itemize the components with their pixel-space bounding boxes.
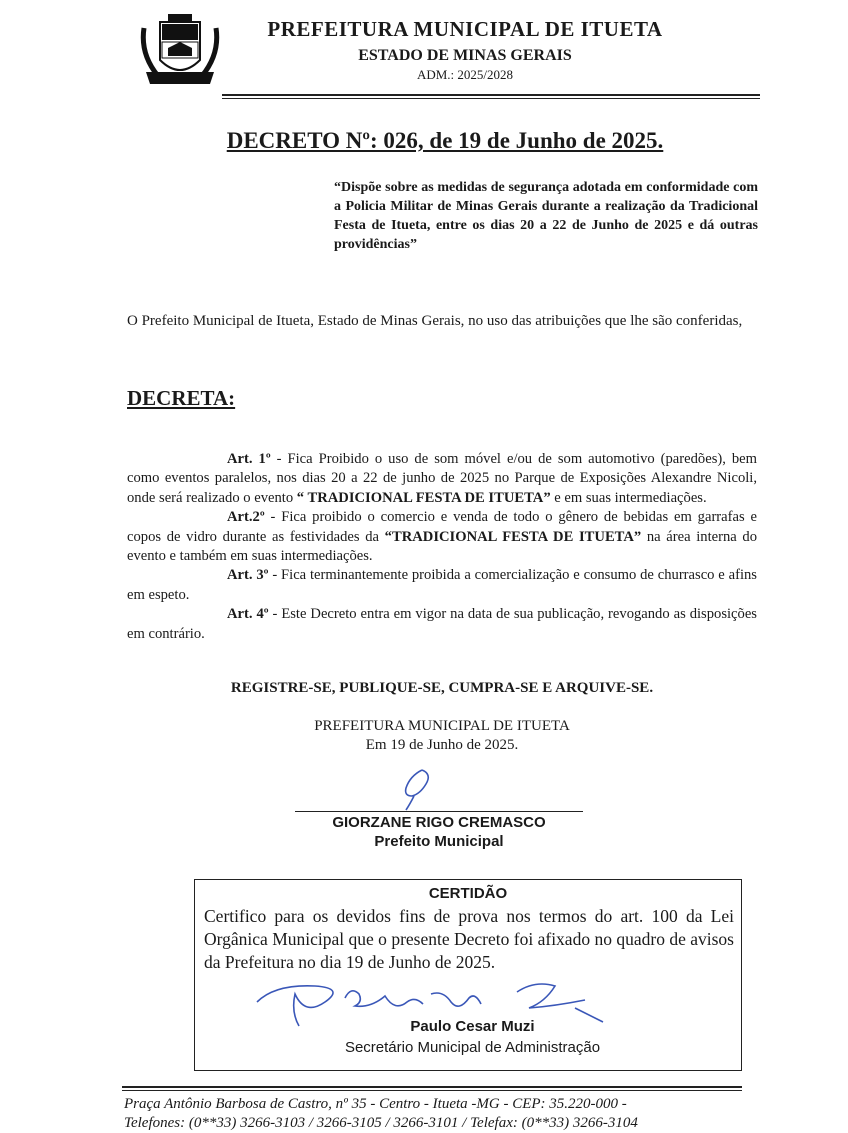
article-2: Art.2º - Fica proibido o comercio e venda de todo o gênero de bebidas em garrafas e copos de vidro durante as festividades da “TRADICIONAL FESTA DE ITUETA” na área interna do evento e também em suas intermediações. [127,509,758,565]
signatory-role: Prefeito Municipal [374,833,504,850]
closing-date: Em 19 de Junho de 2025. [365,737,519,753]
footer-address-line: Praça Antônio Barbosa de Castro, nº 35 - Centro - Itueta -MG - CEP: 35.220-000 - [124,1096,627,1112]
header-divider-thin [222,98,760,99]
article-4: Art. 4º - Este Decreto entra em vigor na data de sua publicação, revogando as disposições em contrário. [127,606,757,642]
articles-section [127,450,757,644]
header-title: PREFEITURA MUNICIPAL DE ITUETA [267,17,663,41]
municipal-crest-logo [138,14,222,88]
decree-preamble: O Prefeito Municipal de Itueta, Estado de Minas Gerais, no uso das atribuições que lhe são conferidas, [127,313,743,329]
signatory-name: GIORZANE RIGO CREMASCO [332,814,546,831]
signature-line [295,811,583,812]
article-3: Art. 3º - Fica terminantemente proibida a comercialização e consumo de churrasco e afins em espeto. [127,567,757,603]
decree-summary: “Dispõe sobre as medidas de segurança adotada em conformidade com a Policia Militar de Minas Gerais durante a realização da Tradicional Festa de Itueta, entre os dias 20 a 22 de Junho de 2025 e dá outras providências” [334,180,758,252]
certificate-text: Certifico para os devidos fins de prova nos termos do art. 100 da Lei Orgânica Municipal que o presente Decreto foi afixado no quadro de avisos da Prefeitura no dia 19 de Junho de 2025. [204,906,734,972]
certificate-signatory-role: Secretário Municipal de Administração [344,1039,601,1056]
article-1: Art. 1º - Fica Proibido o uso de som móvel e/ou de som automotivo (paredões), bem como eventos paralelos, nos dias 20 a 22 de junho de 2025 no Parque de Exposições Alexandre Nicoli, onde será realizado o evento “ TRADICIONAL FESTA DE ITUETA” e em suas intermediações. [127,451,757,506]
footer-divider-thin [122,1090,742,1091]
header-administration: ADM.: 2025/2028 [416,67,514,82]
footer-divider [122,1086,742,1088]
decree-title: DECRETO Nº: 026, de 19 de Junho de 2025. [226,128,664,153]
certificate-signatory-name: Paulo Cesar Muzi [410,1018,535,1035]
registration-clause: REGISTRE-SE, PUBLIQUE-SE, CUMPRA-SE E ARQUIVE-SE. [230,680,654,696]
certificate-title: CERTIDÃO [428,885,508,902]
footer-phone-line: Telefones: (0**33) 3266-3103 / 3266-3105 / 3266-3101 / Telefax: (0**33) 3266-3104 [124,1115,638,1131]
header-state: ESTADO DE MINAS GERAIS [358,47,572,64]
footer-address [124,1095,764,1133]
decreta-heading: DECRETA: [127,386,236,410]
closing-place: PREFEITURA MUNICIPAL DE ITUETA [314,718,570,734]
mayor-handwritten-signature [392,766,442,812]
header-divider [222,94,760,96]
